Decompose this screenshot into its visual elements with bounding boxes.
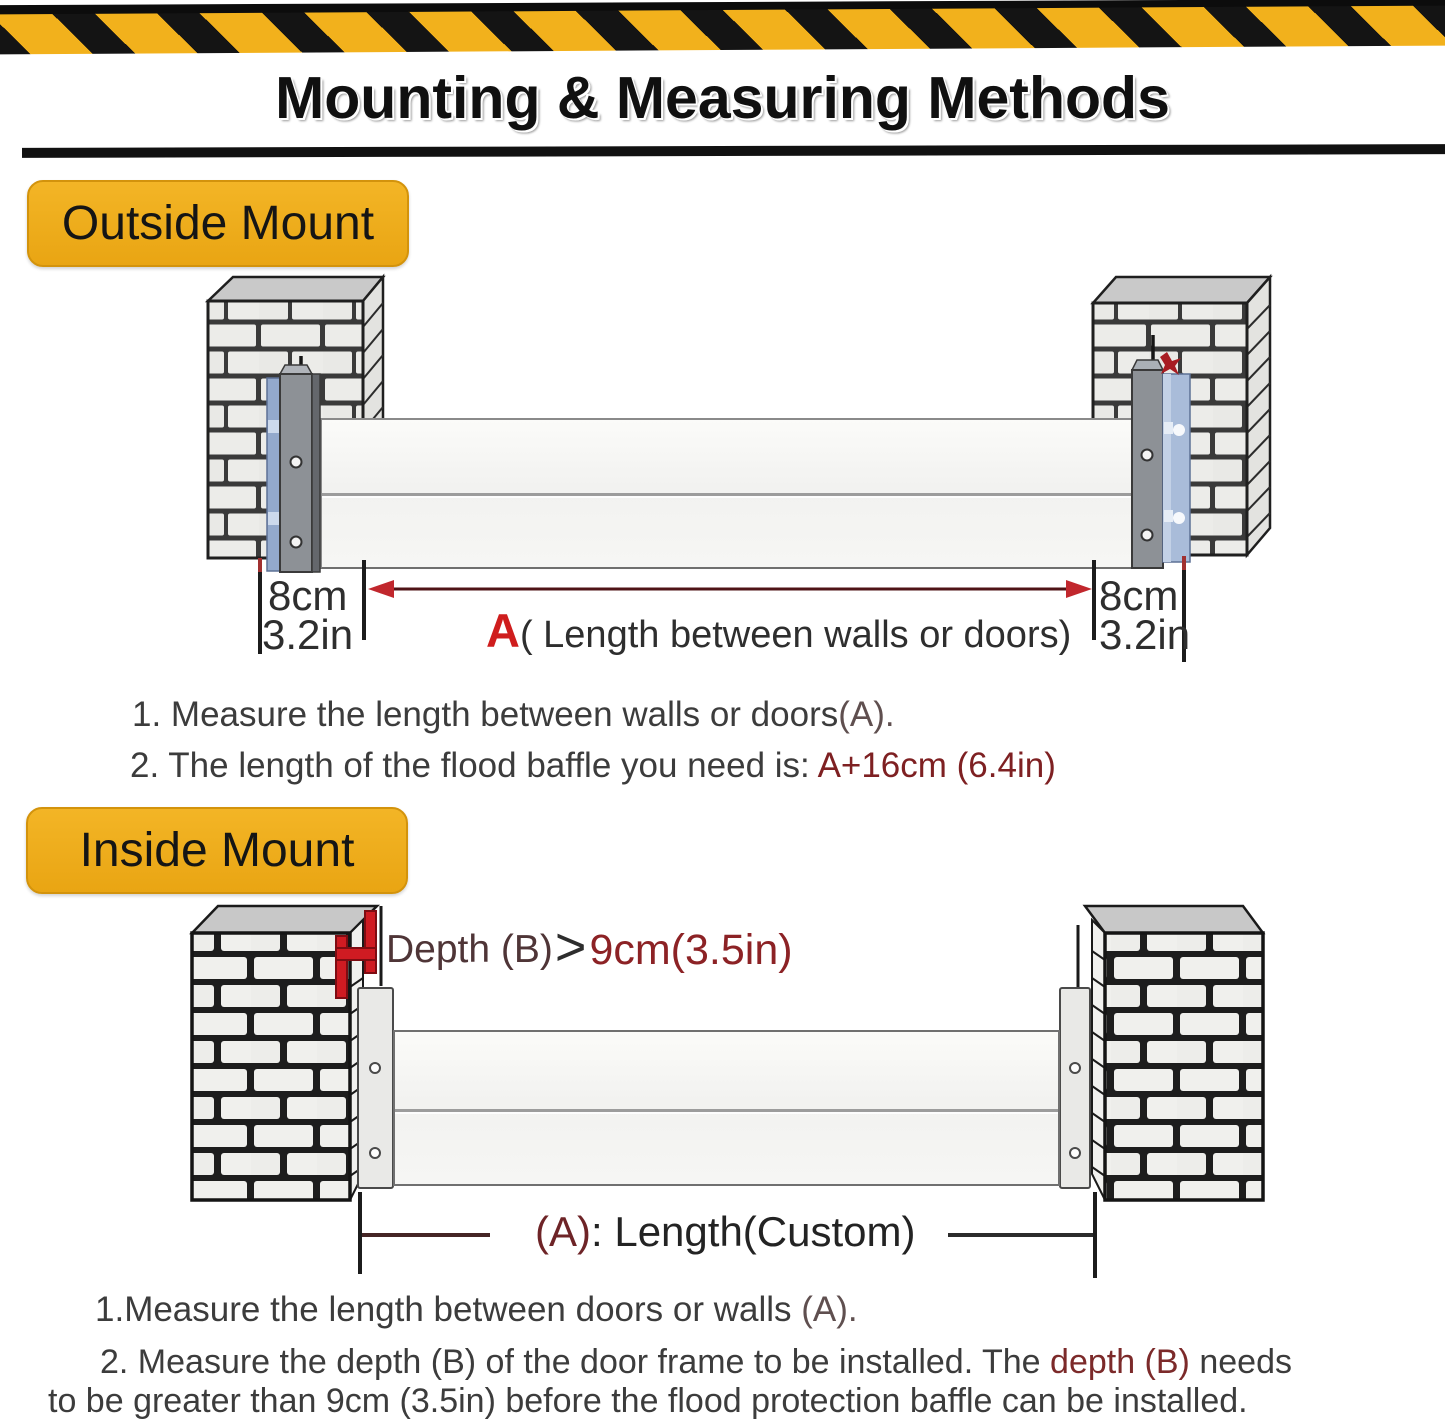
outside-mount-badge (27, 180, 409, 267)
arrow-left-icon (368, 580, 394, 598)
hazard-stripe-band (0, 6, 1445, 55)
length-a-text: ( Length between walls or doors) (519, 614, 1072, 656)
inside-left-pillar (185, 898, 400, 1210)
inside-mount-badge (26, 807, 408, 894)
red-marker-icon (1160, 352, 1181, 375)
flood-baffle-outside (320, 418, 1135, 569)
outside-mount-badge-label: Outside Mount (61, 197, 375, 250)
outside-step-2: 2. The length of the flood baffle you need is: A+16cm (6.4in) (130, 746, 1056, 785)
length-custom-label: (A): Length(Custom) (535, 1208, 916, 1255)
length-a-label (486, 603, 1071, 658)
flood-baffle-inside (393, 1030, 1060, 1186)
right-offset-cm: 8cm (1099, 572, 1179, 619)
inside-step-1: 1.Measure the length between doors or walls (A). (95, 1290, 858, 1329)
inside-right-pillar (1045, 898, 1270, 1210)
page-title: Mounting & Measuring Methods (275, 65, 1170, 131)
banner-bottom-bar (22, 144, 1445, 158)
outside-left-bracket (258, 350, 328, 578)
baffle-seam (322, 493, 1133, 496)
seal-strip (267, 378, 280, 571)
screw-icon (291, 457, 302, 468)
outside-step-1: 1. Measure the length between walls or doors(A). (132, 695, 895, 734)
length-arrow (364, 577, 1096, 601)
arrow-right-icon (1066, 580, 1092, 598)
inside-step-2: 2. Measure the depth (B) of the door frame to be installed. The depth (B) needs (100, 1343, 1292, 1381)
dim-line-left (362, 1233, 490, 1237)
screw-icon (1142, 530, 1153, 541)
inside-mount-badge-label: Inside Mount (79, 824, 355, 877)
screw-icon (1070, 1148, 1080, 1158)
baffle-seam (395, 1109, 1058, 1112)
left-offset-cm: 8cm (268, 572, 348, 619)
outside-right-bracket (1125, 330, 1203, 578)
screw-icon (1142, 450, 1153, 461)
dim-tick (358, 1192, 362, 1274)
left-offset-in: 3.2in (262, 611, 354, 658)
length-a-letter: A (486, 604, 520, 657)
dim-tick-red (258, 558, 262, 572)
screw-icon (1070, 1063, 1080, 1073)
screw-icon (370, 1063, 380, 1073)
right-offset-in: 3.2in (1099, 611, 1191, 658)
dim-line-right (948, 1233, 1093, 1237)
dim-tick (1093, 1192, 1097, 1278)
dim-tick (258, 558, 262, 654)
dim-tick-red (1182, 556, 1186, 570)
depth-b-label: Depth (B) > 9cm(3.5in) (386, 917, 793, 977)
screw-icon (370, 1148, 380, 1158)
screw-icon (291, 537, 302, 548)
inside-step-2-cont: to be greater than 9cm (3.5in) before the flood protection baffle can be installed. (48, 1382, 1248, 1420)
